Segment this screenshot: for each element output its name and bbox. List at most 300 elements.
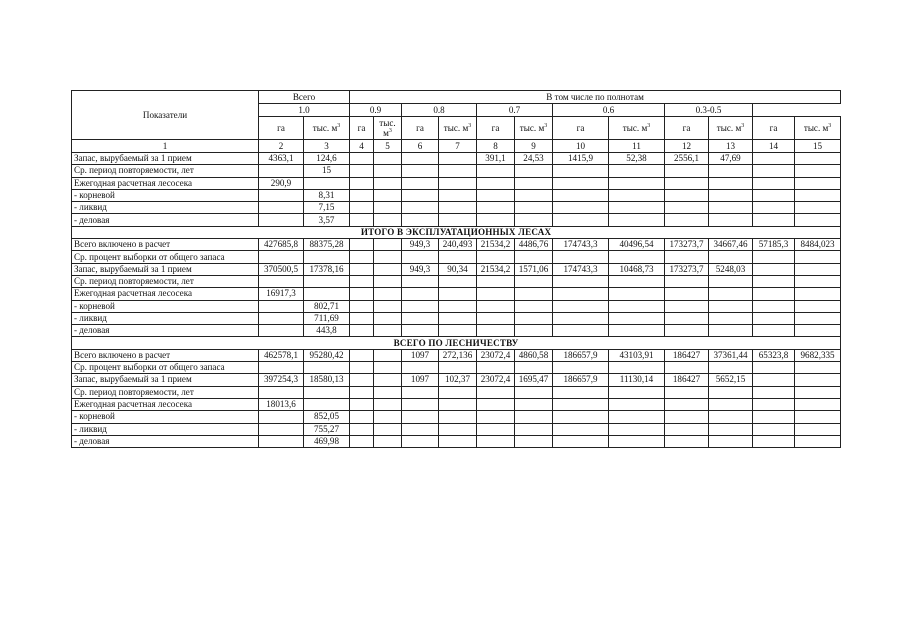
column-number: 1 bbox=[72, 140, 259, 153]
table-cell: 427685,8 bbox=[259, 239, 304, 251]
table-cell bbox=[304, 386, 350, 398]
unit-thousand-m3: тыс. $м^3$ bbox=[304, 117, 350, 140]
table-row bbox=[72, 189, 841, 201]
table-cell bbox=[439, 312, 477, 324]
table-cell bbox=[665, 362, 709, 374]
table-cell bbox=[259, 411, 304, 423]
table-cell bbox=[753, 398, 795, 410]
table-cell: 186657,9 bbox=[553, 374, 609, 386]
table-cell bbox=[753, 411, 795, 423]
row-label: - деловая bbox=[72, 435, 259, 447]
table-cell bbox=[515, 177, 553, 189]
table-row bbox=[72, 423, 841, 435]
table-cell: 290,9 bbox=[259, 177, 304, 189]
row-label: Ср. период повторяемости, лет bbox=[72, 386, 259, 398]
table-cell bbox=[350, 312, 374, 324]
table-cell bbox=[402, 411, 439, 423]
table-row bbox=[72, 312, 841, 324]
table-cell bbox=[795, 398, 841, 410]
column-number: 5 bbox=[374, 140, 402, 153]
table-cell bbox=[304, 362, 350, 374]
table-cell bbox=[515, 362, 553, 374]
row-label: Запас, вырубаемый за 1 прием bbox=[72, 374, 259, 386]
table-cell bbox=[374, 214, 402, 226]
table-cell: 1097 bbox=[402, 374, 439, 386]
table-cell: 949,3 bbox=[402, 263, 439, 275]
table-cell bbox=[609, 435, 665, 447]
table-cell bbox=[515, 411, 553, 423]
column-number: 13 bbox=[709, 140, 753, 153]
table-cell bbox=[753, 153, 795, 165]
row-label: - деловая bbox=[72, 325, 259, 337]
table-cell bbox=[515, 325, 553, 337]
table-cell bbox=[304, 177, 350, 189]
table-cell bbox=[515, 300, 553, 312]
table-cell bbox=[665, 202, 709, 214]
row-label: - ликвид bbox=[72, 202, 259, 214]
table-cell bbox=[439, 435, 477, 447]
table-cell bbox=[753, 288, 795, 300]
row-label: - ликвид bbox=[72, 312, 259, 324]
table-cell bbox=[374, 325, 402, 337]
table-cell bbox=[795, 300, 841, 312]
unit-superscript: 3 bbox=[337, 122, 341, 129]
table-cell bbox=[665, 275, 709, 287]
table-cell bbox=[477, 386, 515, 398]
unit-thousand-m3: тыс. $м^3$ bbox=[795, 117, 841, 140]
density-header: 1.0 bbox=[259, 104, 350, 117]
column-number: 2 bbox=[259, 140, 304, 153]
table-cell bbox=[374, 239, 402, 251]
table-cell bbox=[402, 251, 439, 263]
table-cell bbox=[374, 349, 402, 361]
table-cell bbox=[753, 435, 795, 447]
table-cell: 52,38 bbox=[609, 153, 665, 165]
table-cell bbox=[439, 423, 477, 435]
table-cell bbox=[553, 435, 609, 447]
table-cell bbox=[374, 300, 402, 312]
table-cell bbox=[259, 189, 304, 201]
unit-ha: га bbox=[402, 117, 439, 140]
table-cell bbox=[350, 189, 374, 201]
row-label: Запас, вырубаемый за 1 прием bbox=[72, 153, 259, 165]
table-cell bbox=[795, 386, 841, 398]
table-cell bbox=[350, 153, 374, 165]
table-cell bbox=[515, 214, 553, 226]
table-row bbox=[72, 325, 841, 337]
table-cell bbox=[477, 312, 515, 324]
table-cell bbox=[374, 165, 402, 177]
table-cell bbox=[304, 398, 350, 410]
table-row bbox=[72, 411, 841, 423]
table-cell bbox=[553, 300, 609, 312]
table-cell: 240,493 bbox=[439, 239, 477, 251]
section-title: ВСЕГО ПО ЛЕСНИЧЕСТВУ bbox=[72, 337, 841, 349]
table-cell: 173273,7 bbox=[665, 263, 709, 275]
table-cell bbox=[609, 202, 665, 214]
table-cell: 47,69 bbox=[709, 153, 753, 165]
table-cell: 755,27 bbox=[304, 423, 350, 435]
table-cell: 186657,9 bbox=[553, 349, 609, 361]
table-cell bbox=[709, 177, 753, 189]
table-cell bbox=[795, 177, 841, 189]
table-cell bbox=[795, 288, 841, 300]
unit-ha: га bbox=[350, 117, 374, 140]
table-cell bbox=[753, 189, 795, 201]
row-label: Всего включено в расчет bbox=[72, 239, 259, 251]
table-cell bbox=[609, 423, 665, 435]
row-label: - ликвид bbox=[72, 423, 259, 435]
section-title: ИТОГО В ЭКСПЛУАТАЦИОННЫХ ЛЕСАХ bbox=[72, 226, 841, 238]
table-cell bbox=[374, 189, 402, 201]
table-cell bbox=[753, 251, 795, 263]
column-number: 8 bbox=[477, 140, 515, 153]
table-cell: 1571,06 bbox=[515, 263, 553, 275]
table-cell: 23072,4 bbox=[477, 349, 515, 361]
table-cell bbox=[665, 189, 709, 201]
density-header: 0.6 bbox=[553, 104, 665, 117]
table-cell bbox=[477, 251, 515, 263]
table-cell bbox=[439, 275, 477, 287]
table-cell bbox=[795, 435, 841, 447]
unit-thousand-m3: тыс. $м^3$ bbox=[439, 117, 477, 140]
table-cell bbox=[753, 362, 795, 374]
table-cell: 4363,1 bbox=[259, 153, 304, 165]
table-cell bbox=[609, 189, 665, 201]
row-label: Ежегодная расчетная лесосека bbox=[72, 288, 259, 300]
column-number: 10 bbox=[553, 140, 609, 153]
unit-superscript: 3 bbox=[468, 122, 472, 129]
table-cell bbox=[350, 386, 374, 398]
table-cell bbox=[402, 202, 439, 214]
table-cell bbox=[402, 189, 439, 201]
table-cell: 124,6 bbox=[304, 153, 350, 165]
table-cell bbox=[609, 312, 665, 324]
table-cell: 5652,15 bbox=[709, 374, 753, 386]
table-cell: 40496,54 bbox=[609, 239, 665, 251]
table-cell bbox=[553, 214, 609, 226]
table-row bbox=[72, 386, 841, 398]
table-cell bbox=[374, 423, 402, 435]
table-cell: 186427 bbox=[665, 374, 709, 386]
table-cell bbox=[709, 398, 753, 410]
table-cell bbox=[709, 411, 753, 423]
table-cell bbox=[402, 325, 439, 337]
table-cell: 370500,5 bbox=[259, 263, 304, 275]
table-row bbox=[72, 239, 841, 251]
table-cell: 21534,2 bbox=[477, 263, 515, 275]
table-cell bbox=[439, 214, 477, 226]
table-cell bbox=[753, 214, 795, 226]
column-number: 9 bbox=[515, 140, 553, 153]
table-cell: 23072,4 bbox=[477, 374, 515, 386]
table-cell: 5248,03 bbox=[709, 263, 753, 275]
table-cell: 4486,76 bbox=[515, 239, 553, 251]
table-cell bbox=[553, 177, 609, 189]
table-cell bbox=[709, 165, 753, 177]
table-cell: 17378,16 bbox=[304, 263, 350, 275]
table-cell bbox=[374, 177, 402, 189]
table-cell: 3,57 bbox=[304, 214, 350, 226]
table-cell bbox=[795, 411, 841, 423]
table-cell bbox=[374, 202, 402, 214]
table-cell bbox=[374, 435, 402, 447]
row-label: - деловая bbox=[72, 214, 259, 226]
table-cell: 102,37 bbox=[439, 374, 477, 386]
header-incl-density: В том числе по полнотам bbox=[350, 91, 841, 104]
table-cell bbox=[374, 251, 402, 263]
table-cell bbox=[439, 189, 477, 201]
table-cell bbox=[350, 177, 374, 189]
table-row bbox=[72, 263, 841, 275]
table-cell: 186427 bbox=[665, 349, 709, 361]
table-cell bbox=[753, 165, 795, 177]
table-cell bbox=[439, 325, 477, 337]
table-cell: 852,05 bbox=[304, 411, 350, 423]
table-cell: 1695,47 bbox=[515, 374, 553, 386]
table-cell bbox=[553, 251, 609, 263]
table-cell bbox=[609, 300, 665, 312]
table-cell: 95280,42 bbox=[304, 349, 350, 361]
table-row bbox=[72, 374, 841, 386]
table-cell bbox=[553, 312, 609, 324]
table-cell bbox=[709, 300, 753, 312]
table-cell bbox=[515, 275, 553, 287]
table-cell: 10468,73 bbox=[609, 263, 665, 275]
table-cell bbox=[709, 423, 753, 435]
table-cell bbox=[350, 202, 374, 214]
table-cell bbox=[665, 325, 709, 337]
table-cell bbox=[609, 177, 665, 189]
table-cell bbox=[402, 362, 439, 374]
table-cell bbox=[795, 374, 841, 386]
table-cell bbox=[439, 398, 477, 410]
table-cell bbox=[374, 263, 402, 275]
table-cell bbox=[477, 435, 515, 447]
table-row bbox=[72, 349, 841, 361]
table-cell bbox=[439, 411, 477, 423]
table-cell: 24,53 bbox=[515, 153, 553, 165]
table-cell bbox=[477, 300, 515, 312]
table-cell bbox=[709, 435, 753, 447]
table-cell bbox=[350, 374, 374, 386]
table-cell bbox=[374, 153, 402, 165]
table-cell: 34667,46 bbox=[709, 239, 753, 251]
table-cell bbox=[477, 275, 515, 287]
table-cell bbox=[439, 362, 477, 374]
table-cell bbox=[709, 251, 753, 263]
table-cell bbox=[259, 312, 304, 324]
unit-ha: га bbox=[477, 117, 515, 140]
table-cell: 8,31 bbox=[304, 189, 350, 201]
table-cell bbox=[553, 189, 609, 201]
table-cell bbox=[553, 411, 609, 423]
table-cell bbox=[665, 177, 709, 189]
table-cell: 7,15 bbox=[304, 202, 350, 214]
row-label: Ср. период повторяемости, лет bbox=[72, 165, 259, 177]
table-cell bbox=[609, 398, 665, 410]
unit-superscript: 3 bbox=[544, 122, 548, 129]
table-cell bbox=[795, 423, 841, 435]
table-cell bbox=[515, 398, 553, 410]
table-cell bbox=[553, 398, 609, 410]
table-cell: 711,69 bbox=[304, 312, 350, 324]
unit-superscript: 3 bbox=[388, 127, 392, 134]
table-cell bbox=[439, 251, 477, 263]
table-cell bbox=[665, 214, 709, 226]
table-cell bbox=[259, 251, 304, 263]
table-row bbox=[72, 362, 841, 374]
table-cell: 1097 bbox=[402, 349, 439, 361]
table-cell bbox=[709, 189, 753, 201]
table-row bbox=[72, 288, 841, 300]
table-cell bbox=[753, 300, 795, 312]
table-cell: 18580,13 bbox=[304, 374, 350, 386]
table-cell bbox=[477, 325, 515, 337]
table-cell bbox=[477, 165, 515, 177]
table-cell bbox=[665, 398, 709, 410]
table-cell bbox=[259, 300, 304, 312]
unit-thousand-m3: тыс. $м^3$ bbox=[709, 117, 753, 140]
table-cell bbox=[304, 288, 350, 300]
table-cell bbox=[515, 251, 553, 263]
table-cell: 272,136 bbox=[439, 349, 477, 361]
table-row bbox=[72, 435, 841, 447]
table-cell bbox=[553, 275, 609, 287]
table-cell bbox=[665, 251, 709, 263]
table-cell bbox=[753, 312, 795, 324]
table-cell: 173273,7 bbox=[665, 239, 709, 251]
table-cell bbox=[259, 214, 304, 226]
column-number: 4 bbox=[350, 140, 374, 153]
table-cell bbox=[515, 312, 553, 324]
row-label: - корневой bbox=[72, 300, 259, 312]
table-cell bbox=[553, 423, 609, 435]
table-cell bbox=[665, 386, 709, 398]
section-forestry-total bbox=[72, 337, 841, 349]
table-cell bbox=[402, 177, 439, 189]
table-cell bbox=[753, 177, 795, 189]
table-cell: 65323,8 bbox=[753, 349, 795, 361]
unit-ha: га bbox=[753, 117, 795, 140]
table-cell: 16917,3 bbox=[259, 288, 304, 300]
table-cell bbox=[477, 202, 515, 214]
table-cell: 11130,14 bbox=[609, 374, 665, 386]
column-number: 12 bbox=[665, 140, 709, 153]
table-cell bbox=[402, 288, 439, 300]
table-cell bbox=[439, 386, 477, 398]
table-row bbox=[72, 153, 841, 165]
table-row bbox=[72, 165, 841, 177]
table-cell: 88375,28 bbox=[304, 239, 350, 251]
unit-thousand-m3: тыс. $м^3$ bbox=[515, 117, 553, 140]
table-cell bbox=[259, 202, 304, 214]
table-cell bbox=[350, 263, 374, 275]
header-indicators: Показатели bbox=[72, 91, 259, 140]
row-label: Ежегодная расчетная лесосека bbox=[72, 398, 259, 410]
table-body bbox=[72, 91, 841, 448]
table-cell bbox=[439, 153, 477, 165]
document-page bbox=[71, 90, 840, 448]
header-total: Всего bbox=[259, 91, 350, 104]
table-cell bbox=[795, 275, 841, 287]
table-cell bbox=[402, 214, 439, 226]
unit-ha: га bbox=[553, 117, 609, 140]
table-cell bbox=[374, 362, 402, 374]
table-cell bbox=[553, 386, 609, 398]
table-cell: 397254,3 bbox=[259, 374, 304, 386]
table-cell bbox=[402, 398, 439, 410]
row-label: Запас, вырубаемый за 1 прием bbox=[72, 263, 259, 275]
table-cell bbox=[402, 312, 439, 324]
density-header: 0.7 bbox=[477, 104, 553, 117]
section-exploitation-forests bbox=[72, 226, 841, 238]
table-cell bbox=[553, 202, 609, 214]
table-cell bbox=[609, 386, 665, 398]
table-cell bbox=[477, 423, 515, 435]
table-cell bbox=[374, 386, 402, 398]
table-cell bbox=[609, 251, 665, 263]
table-cell bbox=[350, 435, 374, 447]
table-cell: 443,8 bbox=[304, 325, 350, 337]
table-cell bbox=[477, 189, 515, 201]
table-cell bbox=[709, 362, 753, 374]
table-cell bbox=[665, 435, 709, 447]
table-cell bbox=[350, 239, 374, 251]
table-cell bbox=[374, 398, 402, 410]
felling-table bbox=[71, 90, 841, 448]
table-cell bbox=[259, 325, 304, 337]
table-cell bbox=[374, 411, 402, 423]
table-cell bbox=[350, 275, 374, 287]
table-cell bbox=[753, 263, 795, 275]
row-label: Всего включено в расчет bbox=[72, 349, 259, 361]
unit-thousand-m3: тыс. $м^3$ bbox=[609, 117, 665, 140]
table-cell: 174743,3 bbox=[553, 239, 609, 251]
table-cell bbox=[709, 288, 753, 300]
table-cell bbox=[609, 325, 665, 337]
table-cell bbox=[259, 165, 304, 177]
table-cell bbox=[350, 325, 374, 337]
table-cell bbox=[350, 165, 374, 177]
row-label: - корневой bbox=[72, 411, 259, 423]
table-cell bbox=[477, 398, 515, 410]
table-cell bbox=[665, 423, 709, 435]
table-cell bbox=[350, 214, 374, 226]
table-cell bbox=[477, 362, 515, 374]
table-cell bbox=[350, 411, 374, 423]
table-cell bbox=[402, 275, 439, 287]
table-cell bbox=[795, 153, 841, 165]
table-cell bbox=[665, 312, 709, 324]
table-cell: 15 bbox=[304, 165, 350, 177]
table-cell bbox=[553, 165, 609, 177]
table-cell bbox=[753, 386, 795, 398]
table-cell bbox=[753, 423, 795, 435]
table-cell bbox=[553, 288, 609, 300]
table-cell bbox=[350, 423, 374, 435]
table-cell bbox=[709, 202, 753, 214]
table-cell: 8484,023 bbox=[795, 239, 841, 251]
table-cell: 4860,58 bbox=[515, 349, 553, 361]
column-number: 7 bbox=[439, 140, 477, 153]
table-cell bbox=[795, 263, 841, 275]
row-label: - корневой bbox=[72, 189, 259, 201]
table-cell bbox=[515, 435, 553, 447]
table-cell bbox=[439, 202, 477, 214]
table-cell bbox=[709, 325, 753, 337]
table-cell bbox=[515, 202, 553, 214]
